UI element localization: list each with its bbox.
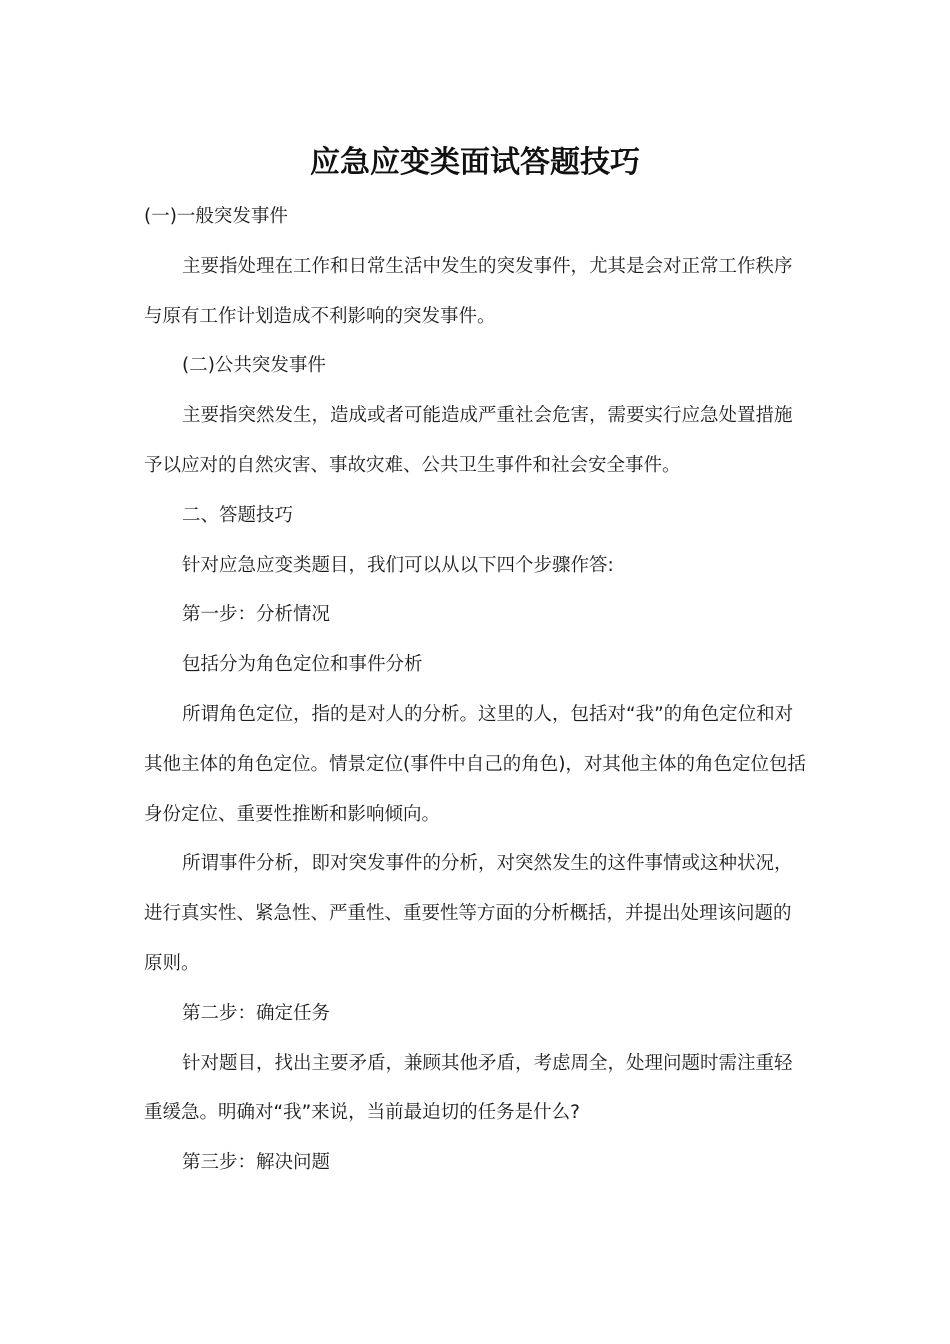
paragraph: 针对应急应变类题目，我们可以从以下四个步骤作答:	[182, 554, 614, 576]
paragraph: (二)公共突发事件	[182, 355, 326, 377]
document-title: 应急应变类面试答题技巧	[310, 145, 640, 180]
paragraph: 所谓角色定位，指的是对人的分析。这里的人，包括对“我”的角色定位和对其他主体的角色定位。情景定位(事件中自己的角色)，对其他主体的角色定位包括身份定位、重要性推断和影响倾向。	[144, 703, 806, 825]
paragraph: 二、答题技巧	[182, 504, 294, 526]
paragraph: 第二步：确定任务	[182, 1002, 331, 1024]
document-body	[144, 192, 806, 1188]
paragraph: (一)一般突发事件	[144, 206, 288, 227]
paragraph: 主要指突然发生，造成或者可能造成严重社会危害，需要实行应急处置措施予以应对的自然灾害、事故灾难、公共卫生事件和社会安全事件。	[144, 405, 793, 476]
paragraph: 包括分为角色定位和事件分析	[182, 654, 423, 676]
paragraph: 第一步：分析情况	[182, 604, 331, 626]
paragraph: 针对题目，找出主要矛盾，兼顾其他矛盾，考虑周全，处理问题时需注重轻重缓急。明确对“我”来说，当前最迫切的任务是什么?	[144, 1052, 793, 1124]
paragraph: 所谓事件分析，即对突发事件的分析，对突然发生的这件事情或这种状况，进行真实性、紧急性、严重性、重要性等方面的分析概括，并提出处理该问题的原则。	[144, 853, 793, 974]
paragraph: 主要指处理在工作和日常生活中发生的突发事件，尤其是会对正常工作秩序与原有工作计划造成不利影响的突发事件。	[144, 255, 793, 327]
paragraph: 第三步：解决问题	[182, 1152, 331, 1174]
